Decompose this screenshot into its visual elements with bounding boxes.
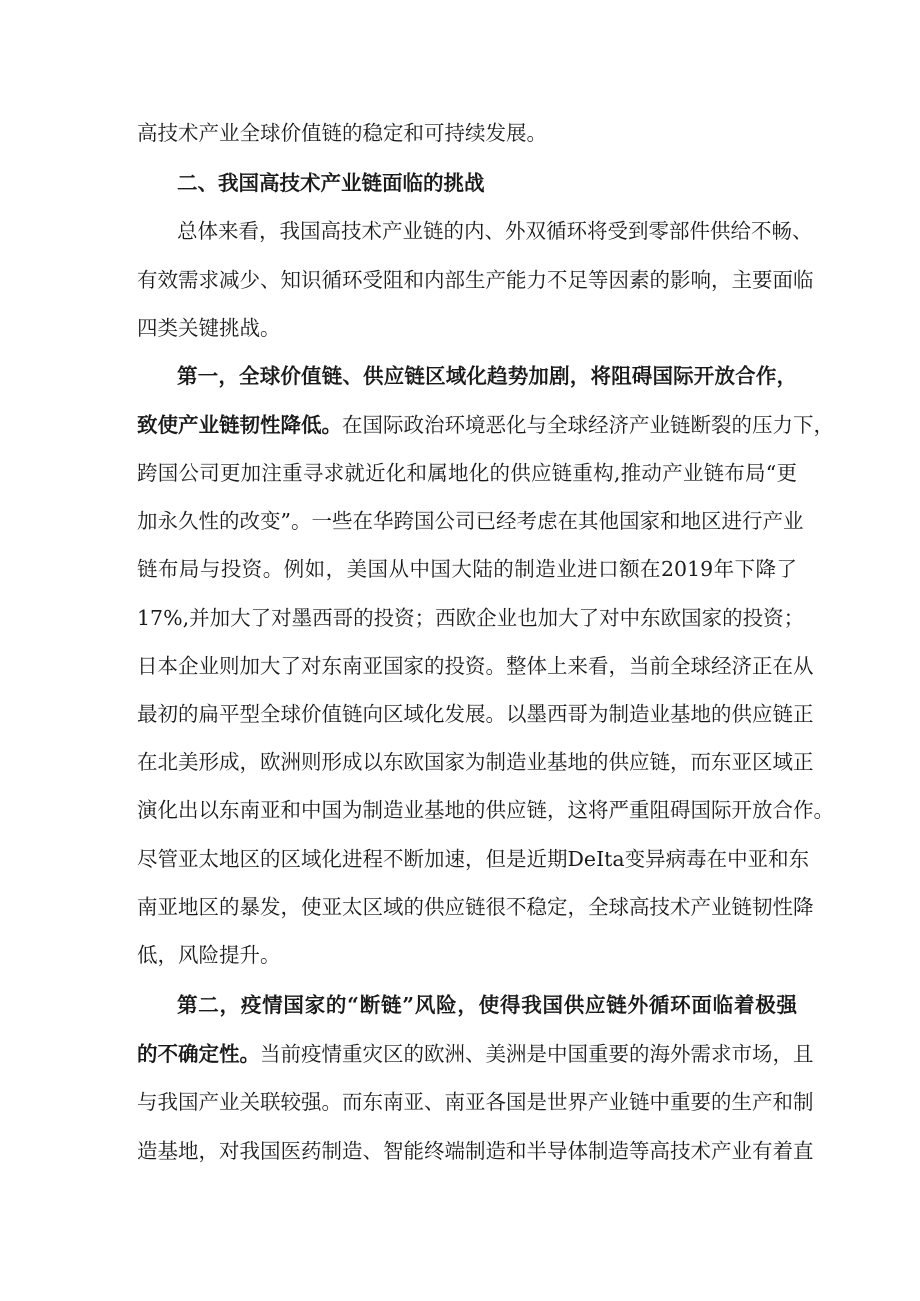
paragraph-line: 四类关键挑战。 bbox=[137, 316, 281, 340]
paragraph-line: 总体来看，我国高技术产业链的内、外双循环将受到零部件供给不畅、 bbox=[177, 219, 813, 243]
paragraph-line: 在北美形成，欧洲则形成以东欧国家为制造业基地的供应链，而东亚区域正 bbox=[137, 750, 814, 774]
paragraph-line: 尽管亚太地区的区域化进程不断加速，但是近期DeIta变异病毒在中亚和东 bbox=[137, 847, 810, 871]
bold-lead-text: 致使产业链韧性降低。 bbox=[137, 413, 342, 437]
paragraph-line: 南亚地区的暴发，使亚太区域的供应链很不稳定，全球高技术产业链韧性降 bbox=[137, 895, 814, 919]
paragraph-line: 最初的扁平型全球价值链向区域化发展。以墨西哥为制造业基地的供应链正 bbox=[137, 702, 814, 726]
paragraph-line: 跨国公司更加注重寻求就近化和属地化的供应链重构,推动产业链布局“更 bbox=[137, 461, 797, 485]
mixed-line bbox=[137, 1039, 814, 1069]
paragraph-line: 演化出以东南亚和中国为制造业基地的供应链，这将严重阻碍国际开放合作。 bbox=[137, 798, 834, 822]
bold-lead-line: 第一，全球价值链、供应链区域化趋势加剧，将阻碍国际开放合作， bbox=[177, 364, 797, 388]
section-heading: 二、我国高技术产业链面临的挑战 bbox=[177, 171, 485, 195]
paragraph-line: 17%,并加大了对墨西哥的投资；西欧企业也加大了对中东欧国家的投资； bbox=[137, 606, 805, 630]
paragraph-line: 链布局与投资。例如，美国从中国大陆的制造业进口额在2019年下降了 bbox=[137, 557, 797, 581]
paragraph-line: 造基地，对我国医药制造、智能终端制造和半导体制造等高技术产业有着直 bbox=[137, 1139, 814, 1163]
paragraph-text: 在国际政治环境恶化与全球经济产业链断裂的压力下， bbox=[342, 413, 834, 437]
paragraph-line: 与我国产业关联较强。而东南亚、南亚各国是世界产业链中重要的生产和制 bbox=[137, 1090, 814, 1114]
paragraph-line: 加永久性的改变”。一些在华跨国公司已经考虑在其他国家和地区进行产业 bbox=[137, 509, 804, 533]
bold-lead-text: 的不确定性。 bbox=[137, 1042, 260, 1066]
paragraph-line: 日本企业则加大了对东南亚国家的投资。整体上来看，当前全球经济正在从 bbox=[137, 654, 814, 678]
bold-lead-line: 第二，疫情国家的“断链”风险，使得我国供应链外循环面临着极强 bbox=[177, 993, 797, 1017]
mixed-line bbox=[137, 410, 834, 440]
paragraph-line: 高技术产业全球价值链的稳定和可持续发展。 bbox=[137, 121, 547, 145]
paragraph-line: 低，风险提升。 bbox=[137, 943, 281, 967]
paragraph-text: 当前疫情重灾区的欧洲、美洲是中国重要的海外需求市场，且 bbox=[260, 1042, 814, 1066]
paragraph-line: 有效需求减少、知识循环受阻和内部生产能力不足等因素的影响，主要面临 bbox=[137, 268, 814, 292]
